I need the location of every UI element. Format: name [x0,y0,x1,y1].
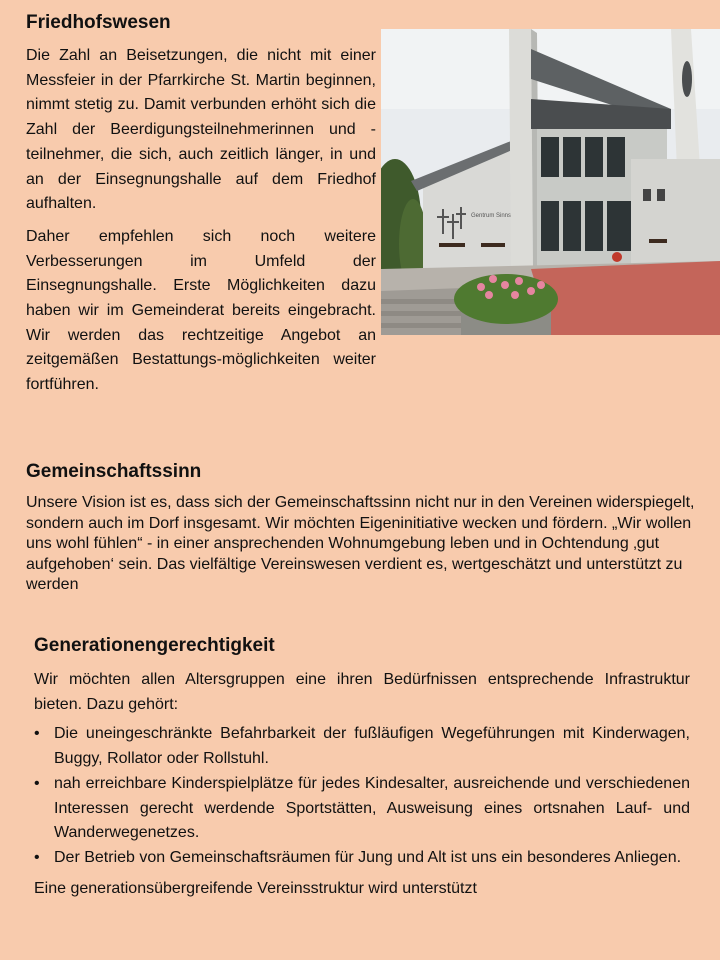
generationen-closing: Eine generationsübergreifende Vereinsstruktur wird unterstützt [34,879,477,897]
list-item: • nah erreichbare Kinderspielplätze für jedes Kindesalter, ausreichende und verschiedenen Interessen gerecht werdende Sportstätten, Ausweisung eines ortsnahen Lauf- und Wanderwegenetzes. [34,772,690,846]
section-title-friedhofswesen: Friedhofswesen [26,12,171,33]
gemeinschaft-paragraph: Unsere Vision ist es, dass sich der Gemeinschaftssinn nicht nur in den Vereinen widerspiegelt, sondern auch im Dorf insgesamt. Wir möchten Eigeninitiative wecken und fördern. „Wir wollen uns wohl fühlen“ - in einer ansprechenden Wohnumgebung leben und in Ochtendung ‚gut aufgehoben‘ sein. Das vielfältige Vereinswesen verdient es, wertgeschätzt und unterstützt zu werden [26,494,695,593]
generationen-list [34,722,690,870]
friedhof-paragraph-1: Die Zahl an Beisetzungen, die nicht mit einer Messfeier in der Pfarrkirche St. Martin beginnen, nimmt stetig zu. Damit verbunden erhöht sich die Zahl der Beerdigungsteilnehmerinnen und -teilnehmer, die sich, auch zeitlich länger, in und an der Einsegnungshalle auf dem Friedhof aufhalten. [26,47,376,213]
section-title-gemeinschaftssinn: Gemeinschaftssinn [26,461,202,482]
section-generationengerechtigkeit [34,635,690,901]
list-item: • Der Betrieb von Gemeinschaftsräumen für Jung und Alt ist uns ein besonderes Anliegen. [34,846,690,871]
friedhof-paragraph-2: Daher empfehlen sich noch weitere Verbesserungen im Umfeld der Einsegnungshalle. Erste Möglichkeiten dazu haben wir im Gemeinderat bereits eingebracht. Wir werden das rechtzeitige Angebot an zeitgemäßen Bestattungs-möglichkeiten weiter fortführen. [26,227,376,394]
photo-wall-text: Gentrum Sinns [471,213,512,219]
section-gemeinschaftssinn [26,461,696,596]
einsegnungshalle-photo [381,29,720,335]
section-friedhofswesen [26,12,376,398]
section-title-generationengerechtigkeit: Generationengerechtigkeit [34,635,275,656]
generationen-intro: Wir möchten allen Altersgruppen eine ihren Bedürfnissen entsprechende Infrastruktur bieten. Dazu gehört: [34,671,690,713]
list-item: • Die uneingeschränkte Befahrbarkeit der fußläufigen Wegeführungen mit Kinderwagen, Buggy, Rollator oder Rollstuhl. [34,722,690,771]
